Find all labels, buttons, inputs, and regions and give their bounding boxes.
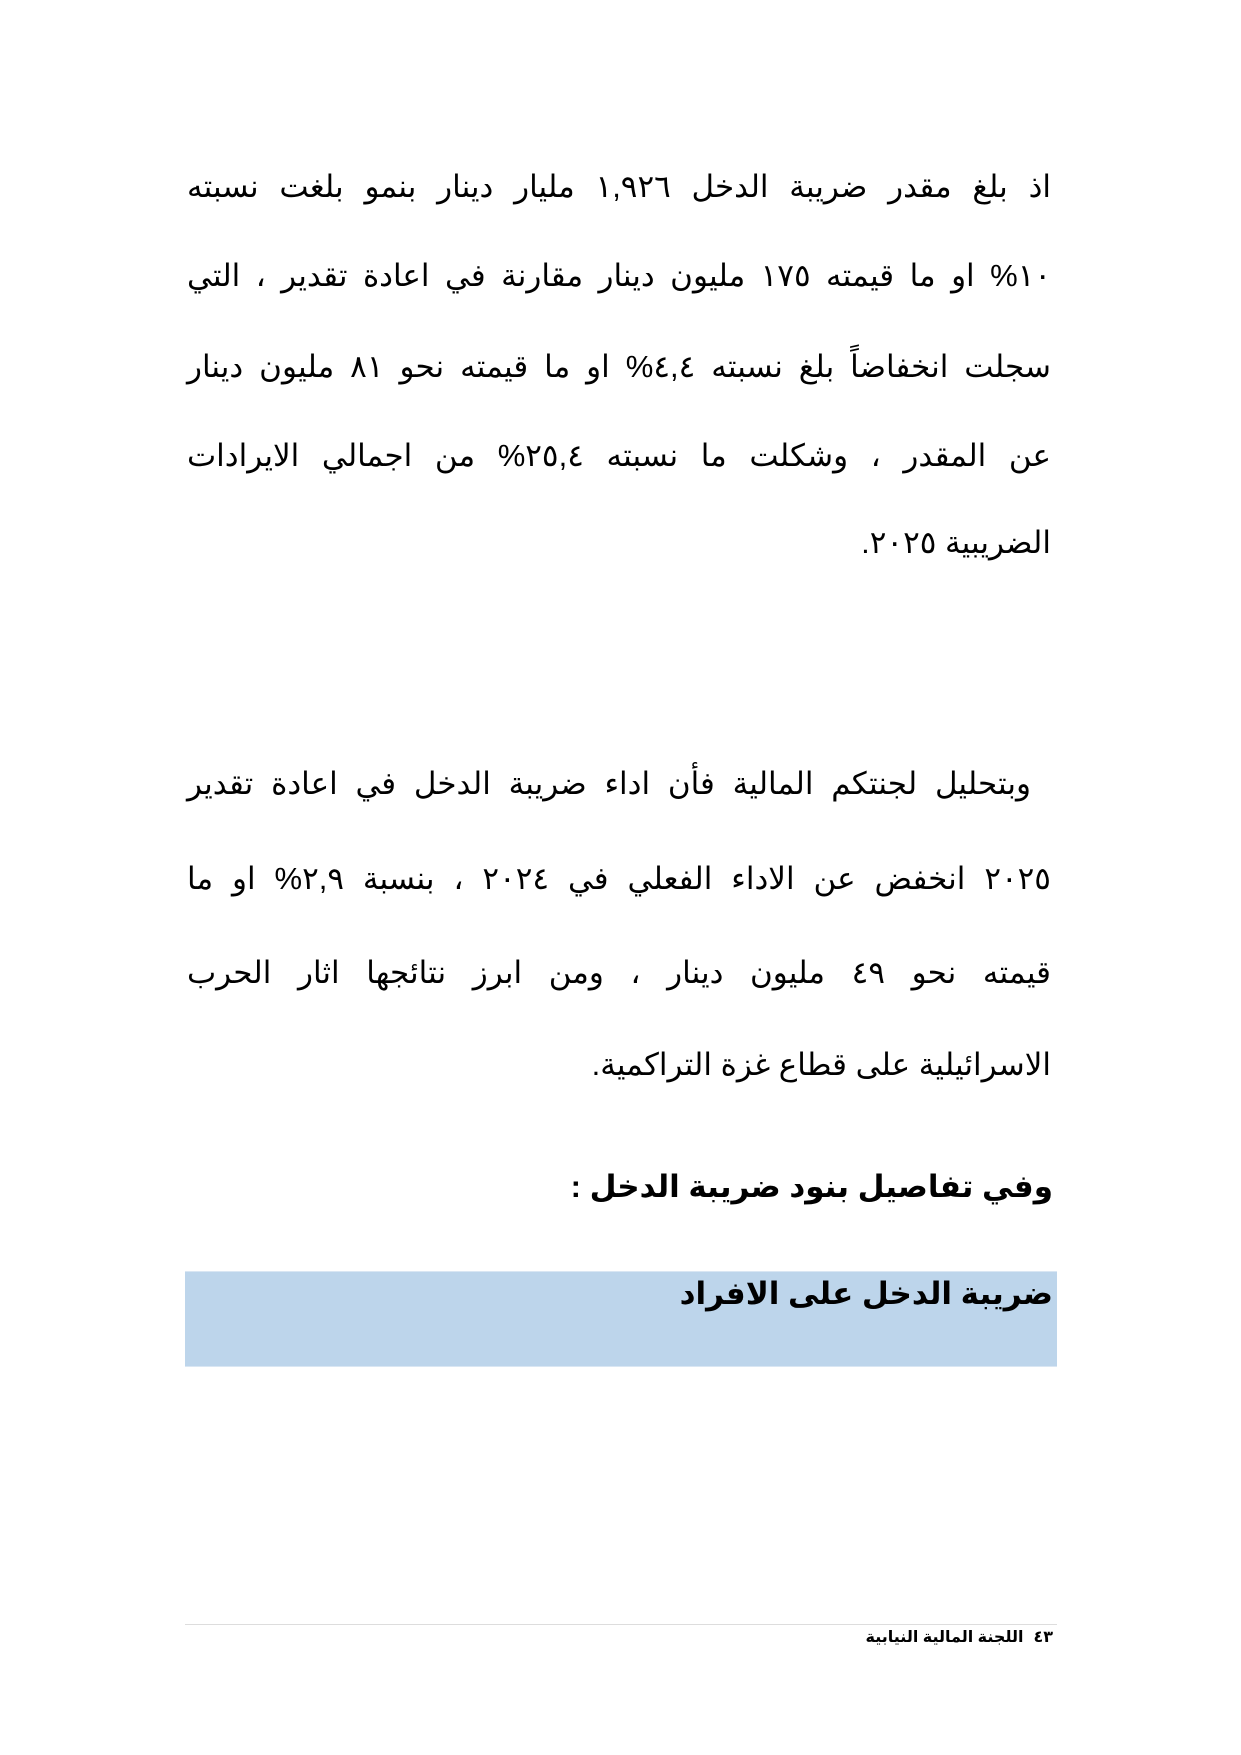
paragraph-line: الضريبية ٢٠٢٥. <box>861 525 1051 560</box>
page-footer <box>866 1628 1053 1648</box>
paragraph-line: الاسرائيلية على قطاع غزة التراكمية. <box>591 1047 1051 1082</box>
table-header-row <box>185 1271 1057 1367</box>
paragraph-line: قيمته نحو ٤٩ مليون دينار ، ومن ابرز نتائجها اثار الحرب <box>187 955 1051 990</box>
paragraph-line: ١٠% او ما قيمته ١٧٥ مليون دينار مقارنة في اعادة تقدير ، التي <box>187 258 1051 293</box>
page-number: ٤٣ <box>1033 1629 1053 1646</box>
footer-text: اللجنة المالية النيابية <box>865 1629 1024 1646</box>
paragraph-line: اذ بلغ مقدر ضريبة الدخل ١,٩٢٦ مليار دينار بنمو بلغت نسبته <box>187 169 1051 204</box>
paragraph-line: سجلت انخفاضاً بلغ نسبته ٤,٤% او ما قيمته نحو ٨١ مليون دينار <box>187 349 1051 384</box>
table-header-title: ضريبة الدخل على الافراد <box>679 1276 1053 1311</box>
paragraph-line: وبتحليل لجنتكم المالية فأن اداء ضريبة الدخل في اعادة تقدير <box>187 766 1031 801</box>
paragraph-line: عن المقدر ، وشكلت ما نسبته ٢٥,٤% من اجمالي الايرادات <box>187 438 1051 473</box>
paragraph-line: ٢٠٢٥ انخفض عن الاداء الفعلي في ٢٠٢٤ ، بنسبة ٢,٩% او ما <box>187 861 1051 896</box>
footer-divider <box>185 1624 1057 1625</box>
section-heading: وفي تفاصيل بنود ضريبة الدخل : <box>570 1169 1053 1204</box>
